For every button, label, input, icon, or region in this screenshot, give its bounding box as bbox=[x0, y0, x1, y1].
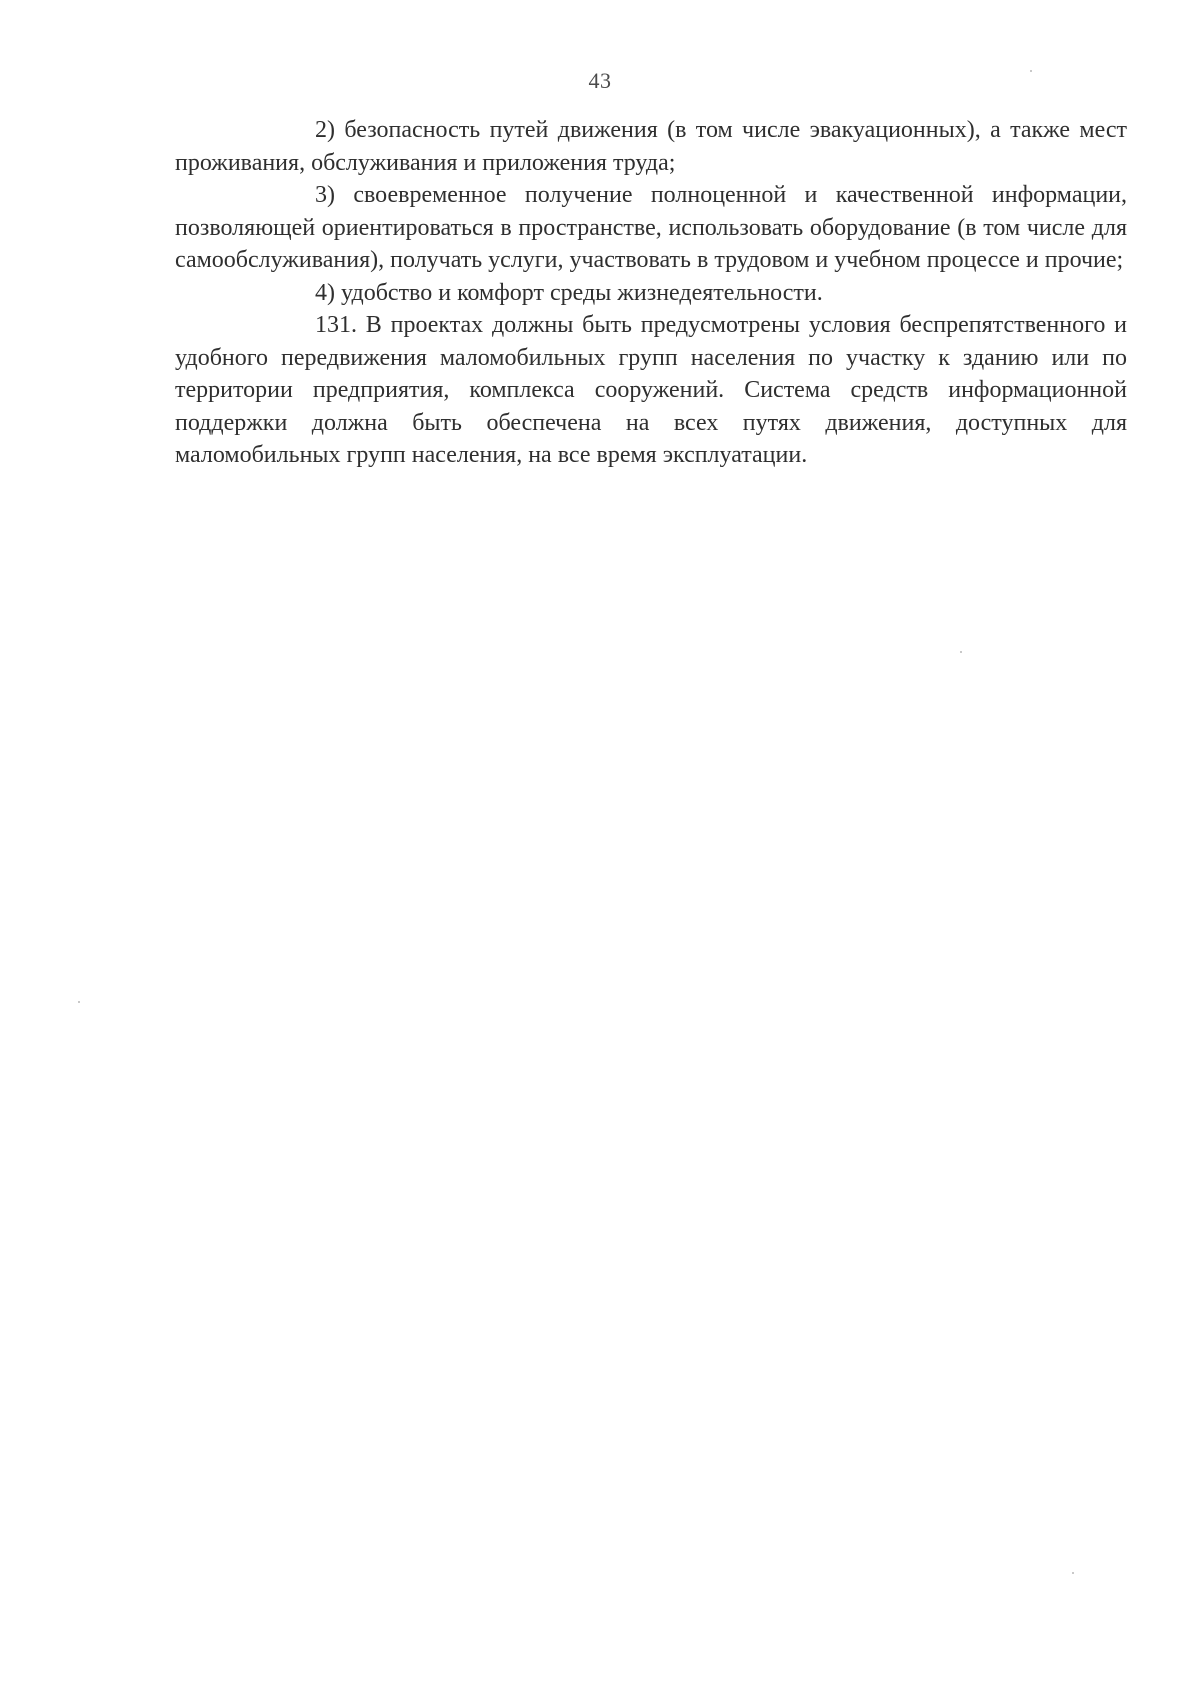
list-item-3 bbox=[175, 179, 1127, 277]
list-item-text: безопасность путей движения (в том числе эвакуационных), а также мест проживания, обслуживания и приложения труда; bbox=[175, 117, 1128, 176]
list-item-2 bbox=[175, 114, 1127, 179]
clause-text: В проектах должны быть предусмотрены условия беспрепятственного и удобного передвижения маломобильных групп населения по участку к зданию или по территории предприятия, комплекса сооружений. Система средств информационной поддержки должна быть обеспечена на всех путях движения, доступных для маломобильных групп населения, на все время эксплуатации. bbox=[175, 312, 1127, 468]
list-item-4 bbox=[175, 277, 1127, 310]
scan-speck bbox=[78, 1001, 80, 1003]
scan-speck bbox=[1030, 70, 1032, 72]
clause-131 bbox=[175, 309, 1127, 472]
page-number: 43 bbox=[588, 68, 612, 93]
list-item-text: своевременное получение полноценной и качественной информации, позволяющей ориентироваться в пространстве, использовать оборудование (в том числе для самообслуживания), получать услуги, участвовать в трудовом и учебном процессе и прочие; bbox=[175, 182, 1128, 273]
scan-speck bbox=[1072, 1572, 1074, 1574]
list-item-marker: 2) bbox=[315, 117, 335, 143]
list-item-marker: 3) bbox=[315, 182, 335, 208]
list-item-marker: 4) bbox=[315, 279, 335, 306]
clause-number: 131. bbox=[315, 312, 357, 338]
list-item-text: удобство и комфорт среды жизнедеятельности. bbox=[341, 279, 823, 306]
scan-speck bbox=[960, 651, 962, 653]
document-body bbox=[175, 114, 1127, 472]
